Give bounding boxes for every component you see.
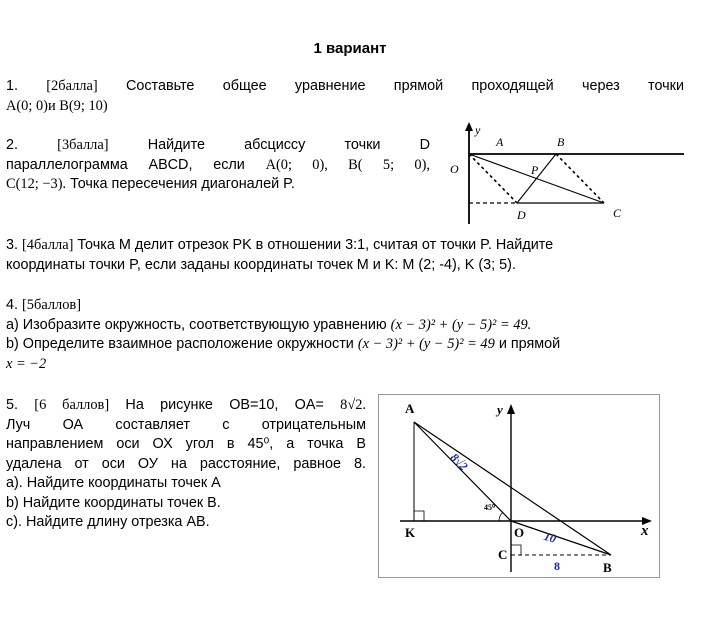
label-k: K: [405, 525, 416, 540]
task-5-points: [6 баллов]: [34, 397, 110, 413]
label-b: B: [603, 560, 612, 575]
task-2-word: абсциссу: [244, 137, 306, 153]
task-1: [6, 77, 684, 116]
label-ob-length: 10: [542, 528, 558, 546]
task-3-points: [4балла]: [22, 237, 74, 253]
page-title: 1 вариант: [313, 40, 387, 57]
label-d: D: [517, 208, 526, 222]
task-2-word: если: [213, 156, 245, 173]
label-y: y: [475, 123, 481, 137]
task-4-b-text: b) Определите взаимное расположение окружности: [6, 336, 354, 352]
task-5-number: 5.: [6, 397, 19, 413]
label-a: A: [405, 401, 415, 416]
task-5-line-1: [6, 396, 366, 416]
task-1-line-1: [6, 77, 684, 97]
parallelogram-figure: [438, 120, 688, 230]
label-c: C: [498, 547, 508, 562]
task-2-coords: A(0; 0), B( 5; 0),: [265, 156, 431, 173]
task-2-points: [3балла]: [57, 137, 109, 153]
label-o: O: [450, 162, 459, 176]
task-4-part-a: [6, 316, 690, 336]
task-3-text: Точка M делит отрезок PK в отношении 3:1, считая от точки P. Найдите: [77, 237, 554, 253]
task-5-line-3: направлением оси ОХ угол в 45⁰, а точка В: [6, 436, 366, 452]
task-2-word: точки: [344, 137, 381, 153]
label-b: B: [557, 135, 565, 149]
task-2: [6, 136, 430, 195]
task-2-coords: C(12; −3).: [6, 176, 67, 192]
y-axis-arrow: [507, 404, 515, 414]
label-o: O: [514, 525, 525, 540]
task-2-word: ABCD,: [148, 156, 193, 173]
side-ad: [469, 154, 517, 203]
label-c: C: [613, 206, 622, 220]
task-3-number: 3.: [6, 237, 19, 253]
segment-ob: [511, 521, 611, 555]
task-5-line-2: Луч ОА составляет с отрицательным: [6, 416, 366, 433]
task-2-line-1: [6, 136, 430, 156]
right-angle-k: [414, 511, 424, 521]
angle-arc: [499, 513, 503, 522]
label-cb-length: 8: [554, 559, 560, 573]
task-2-word: параллелограмма: [6, 156, 128, 173]
task-4: [6, 296, 690, 374]
label-y: y: [497, 402, 503, 417]
task-5-question-c: c). Найдите длину отрезка АВ.: [6, 514, 210, 530]
task-3-line-1: [6, 236, 690, 256]
task-2-line-2: [6, 156, 430, 176]
task-4-a-equation: (x − 3)² + (y − 5)² = 49.: [390, 316, 532, 333]
task-2-text: Точка пересечения диагоналей P.: [70, 176, 295, 192]
task-1-number: 1.: [6, 78, 19, 94]
right-angle-c: [511, 545, 521, 555]
task-4-points: [5баллов]: [22, 297, 81, 313]
task-1-text: Составьте общее уравнение прямой проходящей через точки: [125, 78, 685, 94]
task-4-number: 4.: [6, 297, 19, 313]
y-axis-arrow: [465, 122, 473, 131]
task-4-b-equation: (x − 3)² + (y − 5)² = 49: [357, 336, 495, 352]
task-2-word: Найдите: [147, 137, 206, 153]
task-3-line-2: координаты точки P, если заданы координаты точек M и K: M (2; -4), K (3; 5).: [6, 256, 516, 273]
task-2-line-3: [6, 175, 430, 195]
task-4-part-b: [6, 335, 690, 355]
task-5: [6, 396, 366, 533]
task-5-question-b: b) Найдите координаты точек B.: [6, 494, 221, 511]
task-4-a-text: а) Изобразите окружность, соответствующую уравнению: [6, 316, 387, 333]
task-2-number: 2.: [6, 137, 19, 153]
diagonal-bd: [517, 154, 556, 203]
task-5-line-4: удалена от оси ОУ на расстояние, равное 8.: [6, 455, 366, 472]
task-1-line-2: A(0; 0)и B(9; 10): [6, 97, 108, 114]
task-1-points: [2балла]: [46, 78, 98, 94]
figure-frame: [379, 395, 660, 578]
task-5-oa-value: 8√2.: [340, 397, 367, 413]
task-5-text: На рисунке OB=10, OA=: [125, 397, 324, 413]
side-bc: [556, 154, 604, 203]
task-2-word: D: [419, 137, 430, 153]
label-a: A: [496, 135, 504, 149]
task-4-line-1: [6, 296, 690, 316]
label-x: x: [641, 523, 649, 539]
label-angle: 45⁰: [484, 503, 496, 512]
segment-ab: [414, 422, 611, 555]
task-4-line-x: x = −2: [6, 355, 47, 372]
task-5-question-a: а). Найдите координаты точек A: [6, 475, 221, 491]
label-oa-length: 8√2: [447, 450, 471, 474]
task-3: [6, 236, 690, 275]
label-p: P: [531, 163, 539, 177]
task-4-b-text-end: и прямой: [498, 336, 561, 352]
coordinate-figure: [378, 394, 660, 578]
